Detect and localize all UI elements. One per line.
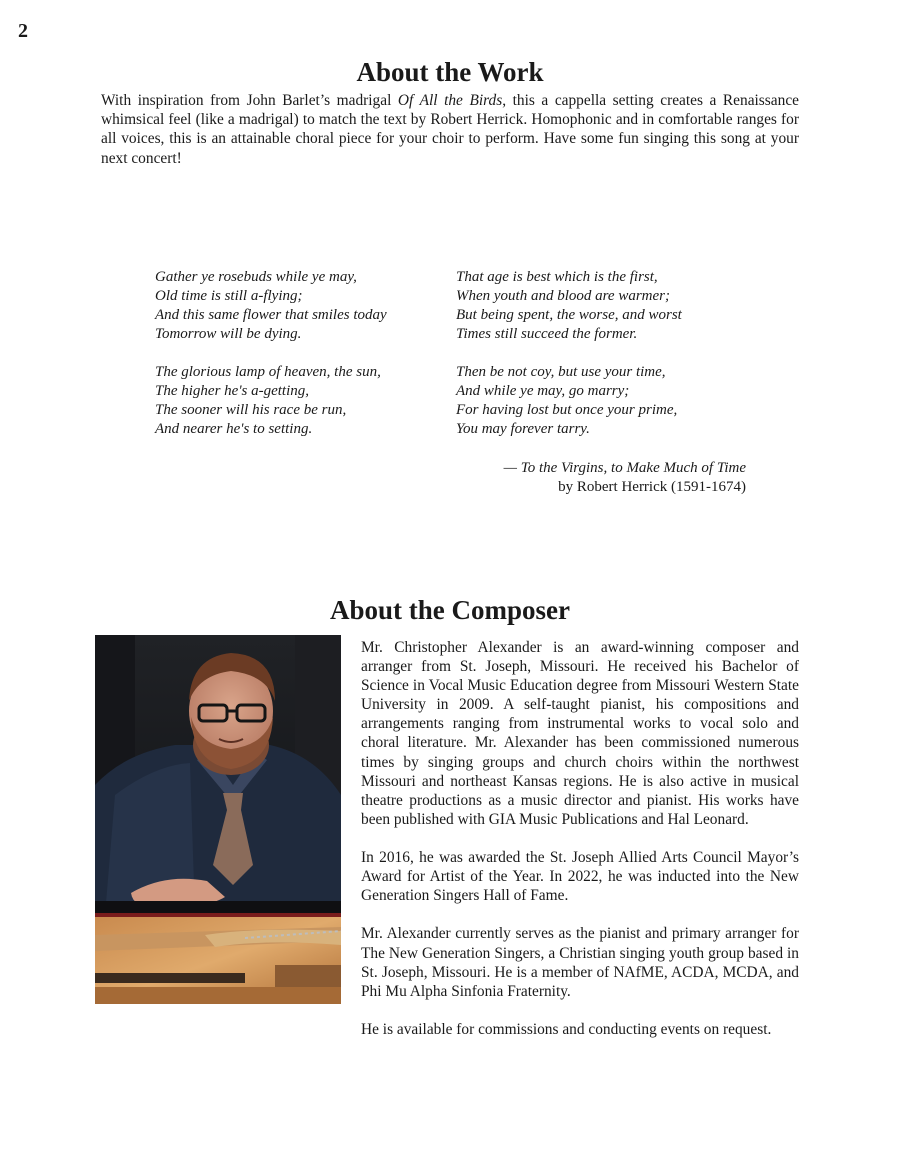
work-para-text-2: , this a cappella setting creates a Renaissance whimsical feel (like a madrigal) to match the text by Robert Herrick. Homophonic and in comfortable ranges for all voices, this is an attainable choral piece for your choir to perform. Have some fun singing this song at your next concert! bbox=[101, 92, 799, 167]
poem-stanza bbox=[456, 268, 682, 344]
bio-paragraph: Mr. Christopher Alexander is an award-winning composer and arranger from St. Joseph, Missouri. He received his Bachelor of Science in Vocal Music Education degree from Missouri Western State University in 2009. A self-taught pianist, his compositions and arrangements ranging from instrumental works to vocal solo and choral literature. Mr. Alexander has been commissioned numerous times by singing groups and church choirs within the northwest Missouri and northeast Kansas regions. He is also active in musical theatre productions as a music director and pianist. His works have been published with GIA Music Publications and Hal Leonard. bbox=[361, 639, 799, 828]
poem-line: And this same flower that smiles today bbox=[155, 307, 387, 323]
poem-line: And while ye may, go marry; bbox=[456, 383, 630, 399]
poem-line: Gather ye rosebuds while ye may, bbox=[155, 269, 357, 285]
poem-stanza bbox=[155, 363, 387, 439]
about-work-paragraph bbox=[101, 91, 799, 168]
poem-line: The higher he's a-getting, bbox=[155, 383, 310, 399]
poem-stanza bbox=[155, 268, 387, 344]
bio-paragraph: He is available for commissions and conducting events on request. bbox=[361, 1020, 772, 1038]
poem-line: For having lost but once your prime, bbox=[456, 402, 678, 418]
page-number: 2 bbox=[18, 20, 28, 42]
poem-left-column bbox=[155, 268, 387, 458]
poem-stanza bbox=[456, 363, 682, 439]
composer-photo bbox=[95, 635, 341, 1004]
about-work-heading: About the Work bbox=[356, 57, 544, 87]
poem-line: Then be not coy, but use your time, bbox=[456, 364, 666, 380]
bio-paragraph: Mr. Alexander currently serves as the pianist and primary arranger for The New Generation Singers, a Christian singing youth group based in St. Joseph, Missouri. He is a member of NAfME, ACDA, MCDA, and Phi Mu Alpha Sinfonia Fraternity. bbox=[361, 925, 799, 1000]
poem-line: Old time is still a-flying; bbox=[155, 288, 303, 304]
poem-line: But being spent, the worse, and worst bbox=[456, 307, 682, 323]
poem-author: by Robert Herrick (1591-1674) bbox=[558, 479, 746, 495]
work-para-text-1: With inspiration from John Barlet’s madrigal bbox=[101, 92, 398, 109]
about-composer-heading: About the Composer bbox=[330, 595, 570, 625]
poem-line: The sooner will his race be run, bbox=[155, 402, 347, 418]
poem-line: You may forever tarry. bbox=[456, 421, 590, 437]
poem-source-title: — To the Virgins, to Make Much of Time bbox=[503, 460, 746, 476]
poem-attribution bbox=[504, 459, 746, 497]
poem-line: The glorious lamp of heaven, the sun, bbox=[155, 364, 381, 380]
madrigal-title: Of All the Birds bbox=[397, 92, 503, 109]
poem-right-column bbox=[456, 268, 682, 458]
poem-line: And nearer he's to setting. bbox=[155, 421, 313, 437]
poem-line: When youth and blood are warmer; bbox=[456, 288, 670, 304]
poem-line: Tomorrow will be dying. bbox=[155, 326, 302, 342]
poem-line: That age is best which is the first, bbox=[456, 269, 658, 285]
poem-line: Times still succeed the former. bbox=[456, 326, 638, 342]
composer-bio bbox=[361, 638, 799, 1058]
bio-paragraph: In 2016, he was awarded the St. Joseph Allied Arts Council Mayor’s Award for Artist of the Year. In 2022, he was inducted into the New Generation Singers Hall of Fame. bbox=[361, 849, 799, 905]
